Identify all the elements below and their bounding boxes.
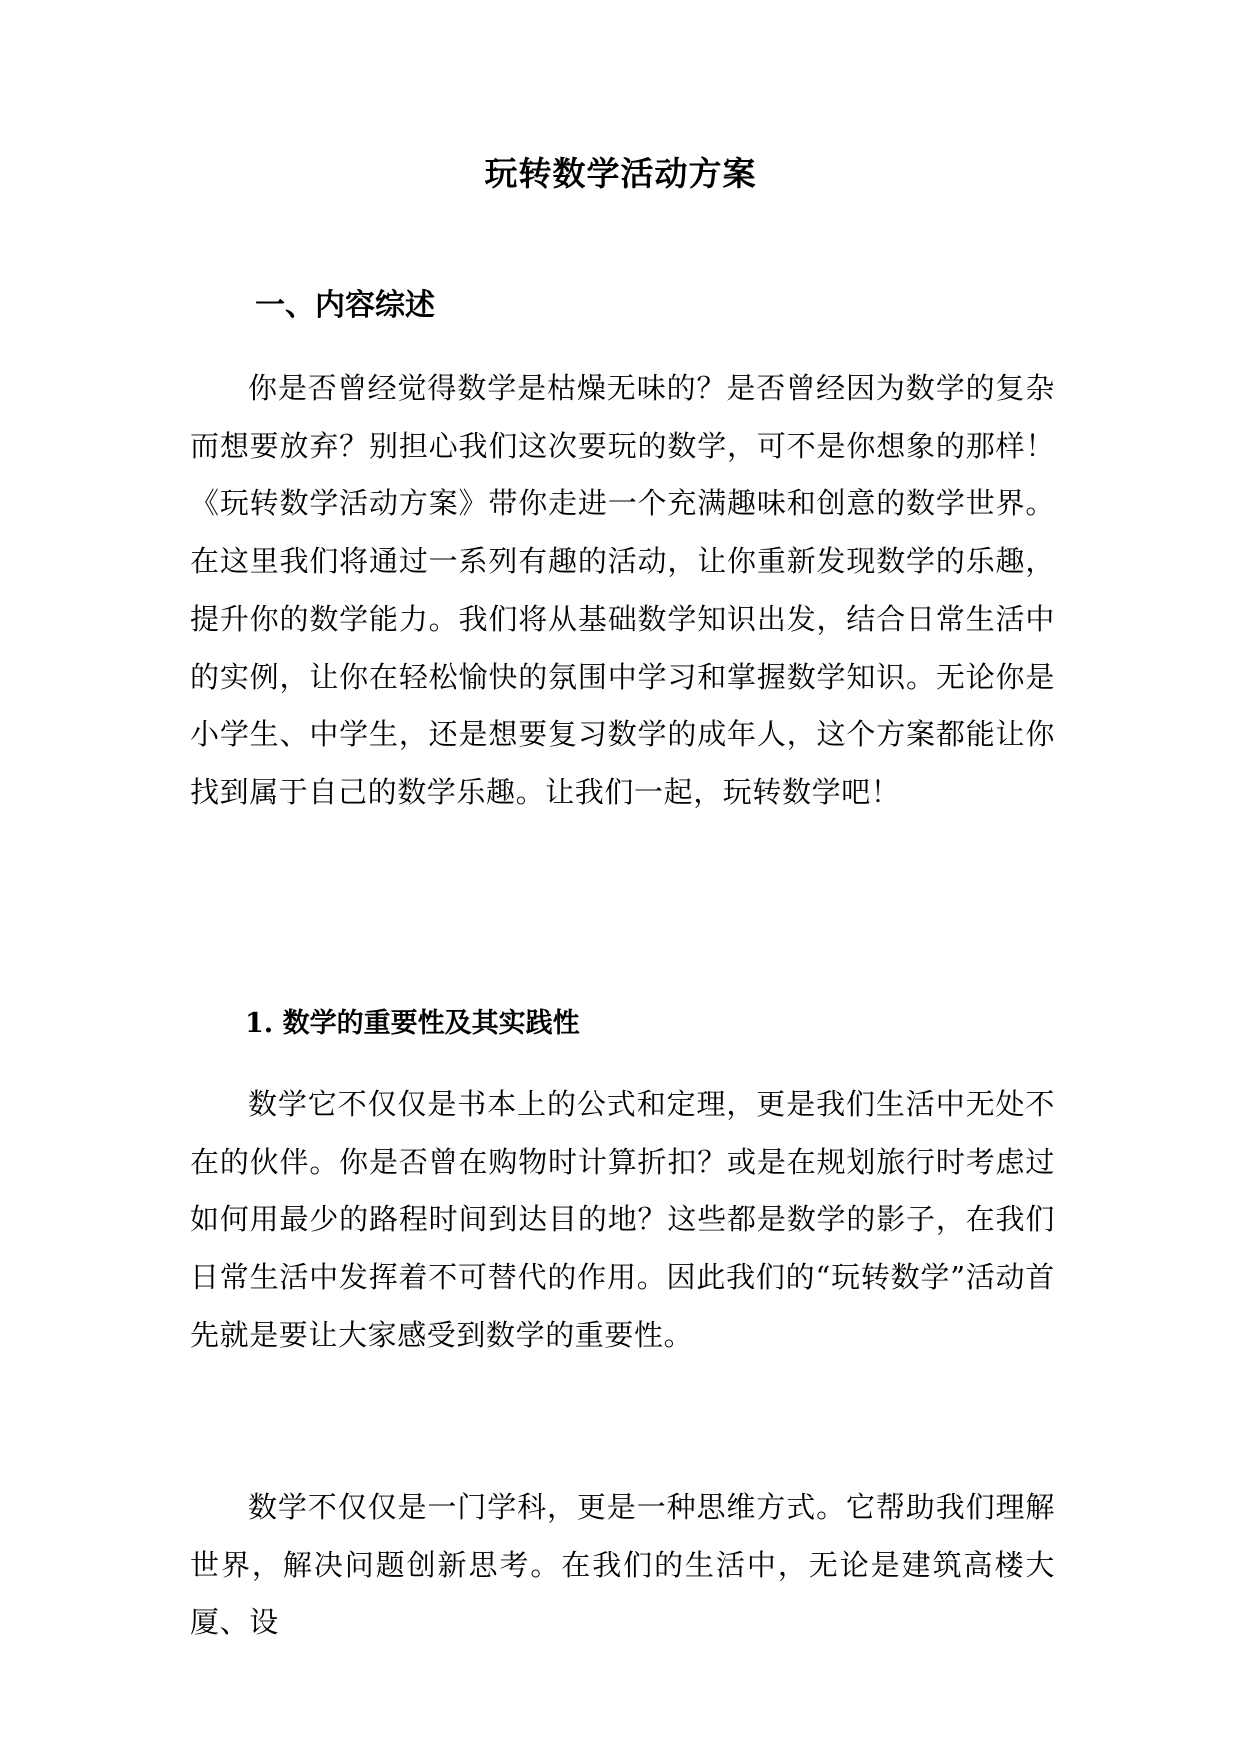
section-heading-overview: 一、内容综述	[255, 288, 435, 323]
overview-paragraph: 你是否曾经觉得数学是枯燥无味的？是否曾经因为数学的复杂而想要放弃？别担心我们这次要玩的数学，可不是你想象的那样！《玩转数学活动方案》带你走进一个充满趣味和创意的数学世界。在这里我们将通过一系列有趣的活动，让你重新发现数学的乐趣，提升你的数学能力。我们将从基础数学知识出发，结合日常生活中的实例，让你在轻松愉快的氛围中学习和掌握数学知识。无论你是小学生、中学生，还是想要复习数学的成年人，这个方案都能让你找到属于自己的数学乐趣。让我们一起，玩转数学吧！	[190, 371, 1055, 809]
importance-paragraph-2: 数学不仅仅是一门学科，更是一种思维方式。它帮助我们理解世界，解决问题创新思考。在我们的生活中，无论是建筑高楼大厦、设	[190, 1490, 1055, 1640]
subsection-heading-importance: 1. 数学的重要性及其实践性	[245, 1008, 580, 1039]
importance-paragraph-1: 数学它不仅仅是书本上的公式和定理，更是我们生活中无处不在的伙伴。你是否曾在购物时计算折扣？或是在规划旅行时考虑过如何用最少的路程时间到达目的地？这些都是数学的影子，在我们日常生活中发挥着不可替代的作用。因此我们的“玩转数学”活动首先就是要让大家感受到数学的重要性。	[190, 1087, 1055, 1352]
document-title: 玩转数学活动方案	[484, 154, 757, 193]
